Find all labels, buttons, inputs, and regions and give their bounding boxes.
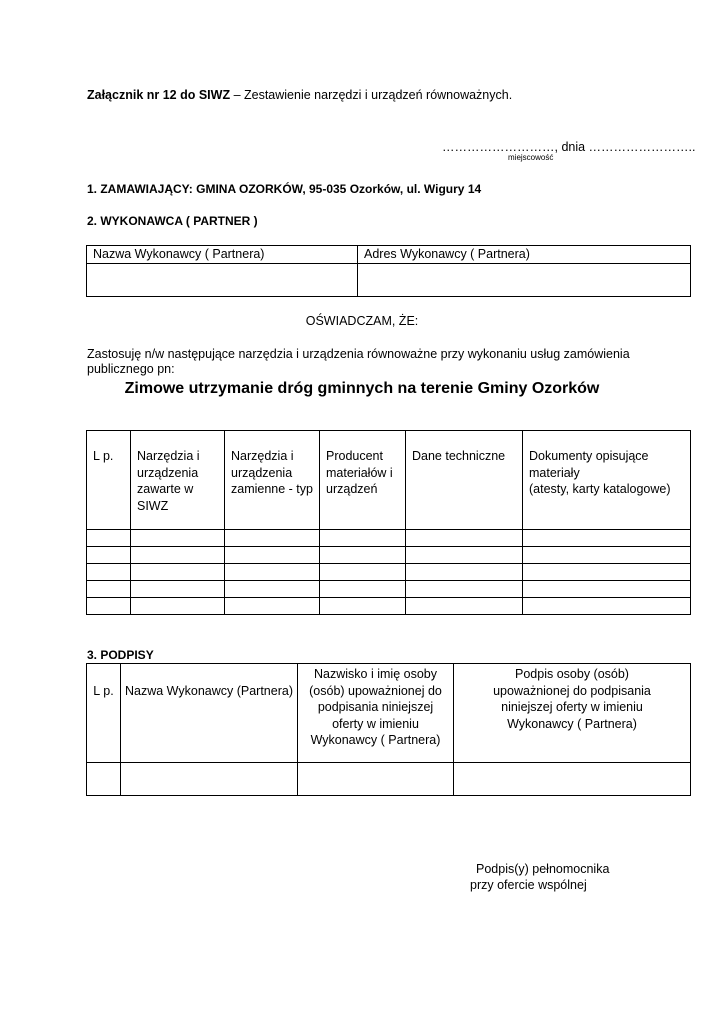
tools-header-producer-line: Producent	[326, 449, 383, 463]
section-2-title: 2. WYKONAWCA ( PARTNER )	[87, 214, 258, 228]
signatures-table-row	[87, 763, 691, 796]
proxy-signature-line-2: przy ofercie wspólnej	[470, 878, 587, 892]
tools-header-replacement-line: zamienne - typ	[231, 482, 313, 496]
attachment-label: Załącznik nr 12 do SIWZ	[87, 88, 231, 102]
tools-header-documents	[523, 431, 691, 530]
tools-header-siwz-tools-line: urządzenia	[137, 465, 199, 480]
signatures-header-lp-text: L p.	[93, 684, 114, 698]
tools-header-lp-text: L p.	[93, 449, 114, 463]
attachment-description: – Zestawienie narzędzi i urządzeń równoważnych.	[230, 88, 513, 102]
signatures-header-name-line: oferty w imieniu	[332, 716, 419, 731]
tools-header-producer	[320, 431, 406, 530]
signatures-header-name-line: podpisania niniejszej	[317, 700, 434, 714]
contractor-address-header: Adres Wykonawcy ( Partnera)	[358, 246, 691, 264]
tools-header-documents-line: materiały	[529, 465, 580, 480]
signatures-header-signature-line: Wykonawcy ( Partnera)	[507, 716, 637, 731]
contractor-address-cell	[358, 263, 691, 296]
tools-header-technical-line: Dane techniczne	[412, 449, 506, 463]
tools-table-row	[87, 598, 691, 615]
contractor-table	[86, 245, 691, 297]
signatures-table	[86, 663, 691, 796]
tools-header-documents-line: Dokumenty opisujące	[529, 449, 649, 463]
signatures-header-contractor-text: Nazwa Wykonawcy (Partnera)	[125, 684, 293, 698]
signatures-header-signature-line: niniejszej oferty w imieniu	[501, 700, 643, 714]
tools-header-lp	[87, 431, 131, 530]
signatures-header-signature-line: Podpis osoby (osób)	[515, 667, 629, 681]
tools-header-documents-line: (atesty, karty katalogowe)	[529, 482, 671, 496]
attachment-heading	[87, 87, 512, 103]
signatures-header-contractor	[121, 664, 298, 763]
tools-header-producer-line: materiałów i	[326, 465, 393, 480]
signatures-header-authorized-name	[298, 664, 454, 763]
declaration-body-line-2: publicznego pn:	[87, 362, 175, 376]
place-date-line: ………………………, dnia ……………………..	[442, 140, 696, 154]
contractor-name-header: Nazwa Wykonawcy ( Partnera)	[87, 246, 358, 264]
tools-table	[86, 430, 691, 615]
declaration-heading: OŚWIADCZAM, ŻE:	[305, 314, 419, 328]
tools-table-row	[87, 530, 691, 547]
tools-table-row	[87, 564, 691, 581]
tools-header-siwz-tools-line: zawarte w	[137, 482, 194, 496]
tools-header-siwz-tools-line: Narzędzia i	[137, 449, 200, 463]
signatures-header-signature-line: upoważnionej do podpisania	[493, 683, 651, 698]
signatures-header-name-line: Nazwisko i imię osoby	[314, 667, 437, 681]
tools-header-replacement-line: Narzędzia i	[231, 449, 294, 463]
tools-table-header-row	[87, 431, 691, 530]
tools-header-siwz-tools	[131, 431, 225, 530]
tools-table-row	[87, 581, 691, 598]
place-caption: miejscowość	[508, 153, 554, 162]
section-1-title: 1. ZAMAWIAJĄCY: GMINA OZORKÓW, 95-035 Ozorków, ul. Wigury 14	[87, 182, 482, 196]
signatures-header-lp	[87, 664, 121, 763]
tools-header-producer-line: urządzeń	[326, 482, 378, 496]
signatures-header-name-line: (osób) upoważnionej do	[309, 683, 442, 698]
proxy-signature-line-1: Podpis(y) pełnomocnika	[476, 862, 610, 876]
tools-header-siwz-tools-line: SIWZ	[137, 498, 169, 513]
signatures-header-signature	[454, 664, 691, 763]
signatures-header-row	[87, 664, 691, 763]
project-title: Zimowe utrzymanie dróg gminnych na terenie Gminy Ozorków	[124, 380, 600, 397]
signatures-header-name-line: Wykonawcy ( Partnera)	[310, 733, 441, 747]
tools-table-row	[87, 547, 691, 564]
tools-header-technical-data	[406, 431, 523, 530]
tools-header-replacement-line: urządzenia	[231, 465, 293, 480]
tools-header-replacement-tools	[225, 431, 320, 530]
contractor-name-cell	[87, 263, 358, 296]
declaration-body-line-1: Zastosuję n/w następujące narzędzia i urządzenia równoważne przy wykonaniu usług zamówienia	[87, 347, 630, 361]
section-3-title: 3. PODPISY	[87, 648, 154, 662]
